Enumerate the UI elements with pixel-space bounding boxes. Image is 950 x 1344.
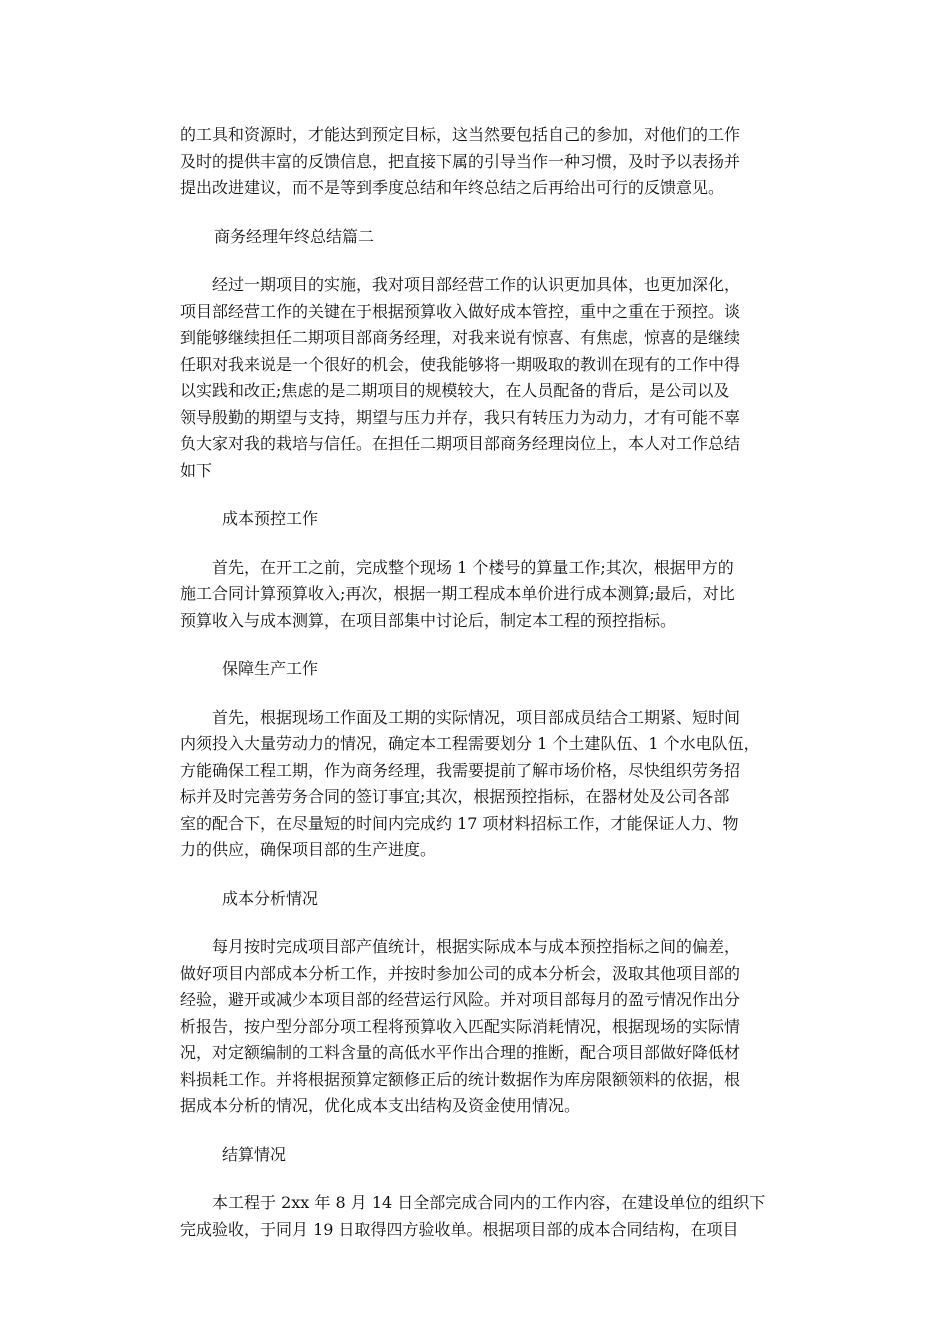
paragraph-overview [180,272,772,484]
text-line: 本工程于 2xx 年 8 月 14 日全部完成合同内的工作内容，在建设单位的组织下 [212,1193,766,1212]
text-line: 首先，在开工之前，完成整个现场 1 个楼号的算量工作;其次，根据甲方的 [212,557,734,577]
text-line: 预算收入与成本测算，在项目部集中讨论后，制定本工程的预控指标。 [180,610,677,630]
paragraph-gap [180,250,772,272]
paragraph-intro [180,122,772,202]
paragraph-cost-analysis [180,934,772,1120]
text-line: 据成本分析的情况，优化成本支出结构及资金使用情况。 [180,1096,581,1115]
text-line: 内须投入大量劳动力的情况，确定本工程需要划分 1 个土建队伍、1 个水电队伍， [180,734,760,753]
paragraph-production [180,705,772,864]
text-line: 项目部经营工作的关键在于根据预算收入做好成本管控，重中之重在于预控。谈 [180,301,741,321]
heading-production: 保障生产工作 [222,659,319,678]
text-line: 提出改进建议，而不是等到季度总结和年终总结之后再给出可行的反馈意见。 [180,178,725,197]
text-line: 析报告，按户型分部分项工程将预算收入匹配实际消耗情况，根据现场的实际情 [180,1016,741,1036]
text-line: 况，对定额编制的工料含量的高低水平作出合理的推断，配合项目部做好降低材 [180,1043,741,1062]
text-line: 经过一期项目的实施，我对项目部经营工作的认识更加具体，也更加深化， [212,275,741,294]
text-line: 及时的提供丰富的反馈信息，把直接下属的引导当作一种习惯，及时予以表扬并 [180,151,741,171]
text-line: 室的配合下，在尽量短的时间内完成约 17 项材料招标工作，才能保证人力、物 [180,813,739,833]
text-line: 到能够继续担任二期项目部商务经理，对我来说有惊喜、有焦虑，惊喜的是继续 [180,328,741,347]
heading-cost-analysis: 成本分析情况 [222,888,319,908]
text-line: 任职对我来说是一个很好的机会，使我能够将一期吸取的教训在现有的工作中得 [180,354,741,374]
text-line: 方能确保工程工期，作为商务经理，我需要提前了解市场价格，尽快组织劳务招 [180,760,741,780]
text-line: 领导殷勤的期望与支持，期望与压力并存，我只有转压力为动力，才有可能不辜 [180,407,741,427]
heading-settlement: 结算情况 [222,1144,287,1164]
section-title: 商务经理年终总结篇二 [214,226,375,246]
text-line: 每月按时完成项目部产值统计，根据实际成本与成本预控指标之间的偏差， [212,937,741,956]
paragraph-gap [180,1120,772,1142]
paragraph-gap [180,1168,772,1190]
text-line: 力的供应，确保项目部的生产进度。 [180,840,437,859]
paragraph-gap [180,683,772,705]
paragraph-gap [180,912,772,934]
paragraph-gap [180,634,772,656]
text-line: 做好项目内部成本分析工作，并按时参加公司的成本分析会，汲取其他项目部的 [180,963,741,983]
text-line: 首先，根据现场工作面及工期的实际情况，项目部成员结合工期紧、短时间 [212,707,741,727]
paragraph-cost-control [180,555,772,635]
paragraph-gap [180,533,772,555]
text-line: 料损耗工作。并将根据预算定额修正后的统计数据作为库房限额领料的依据，根 [180,1069,741,1089]
paragraph-gap [180,202,772,224]
text-line: 如下 [180,460,213,480]
text-line: 的工具和资源时，才能达到预定目标，这当然要包括自己的参加，对他们的工作 [180,125,741,144]
paragraph-gap [180,864,772,886]
heading-cost-control: 成本预控工作 [222,509,319,528]
text-line: 经验，避开或减少本项目部的经营运行风险。并对项目部每月的盈亏情况作出分 [180,990,741,1009]
document-page [180,122,772,1243]
text-line: 以实践和改正;焦虑的是二期项目的规模较大，在人员配备的背后，是公司以及 [180,381,730,400]
text-line: 施工合同计算预算收入;再次，根据一期工程成本单价进行成本测算;最后，对比 [180,584,735,603]
paragraph-settlement [180,1190,772,1243]
text-line: 负大家对我的栽培与信任。在担任二期项目部商务经理岗位上，本人对工作总结 [180,434,741,453]
paragraph-gap [180,484,772,506]
text-line: 标并及时完善劳务合同的签订事宜;其次，根据预控指标，在器材处及公司各部 [180,787,730,806]
text-line: 完成验收，于同月 19 日取得四方验收单。根据项目部的成本合同结构，在项目 [180,1219,739,1239]
